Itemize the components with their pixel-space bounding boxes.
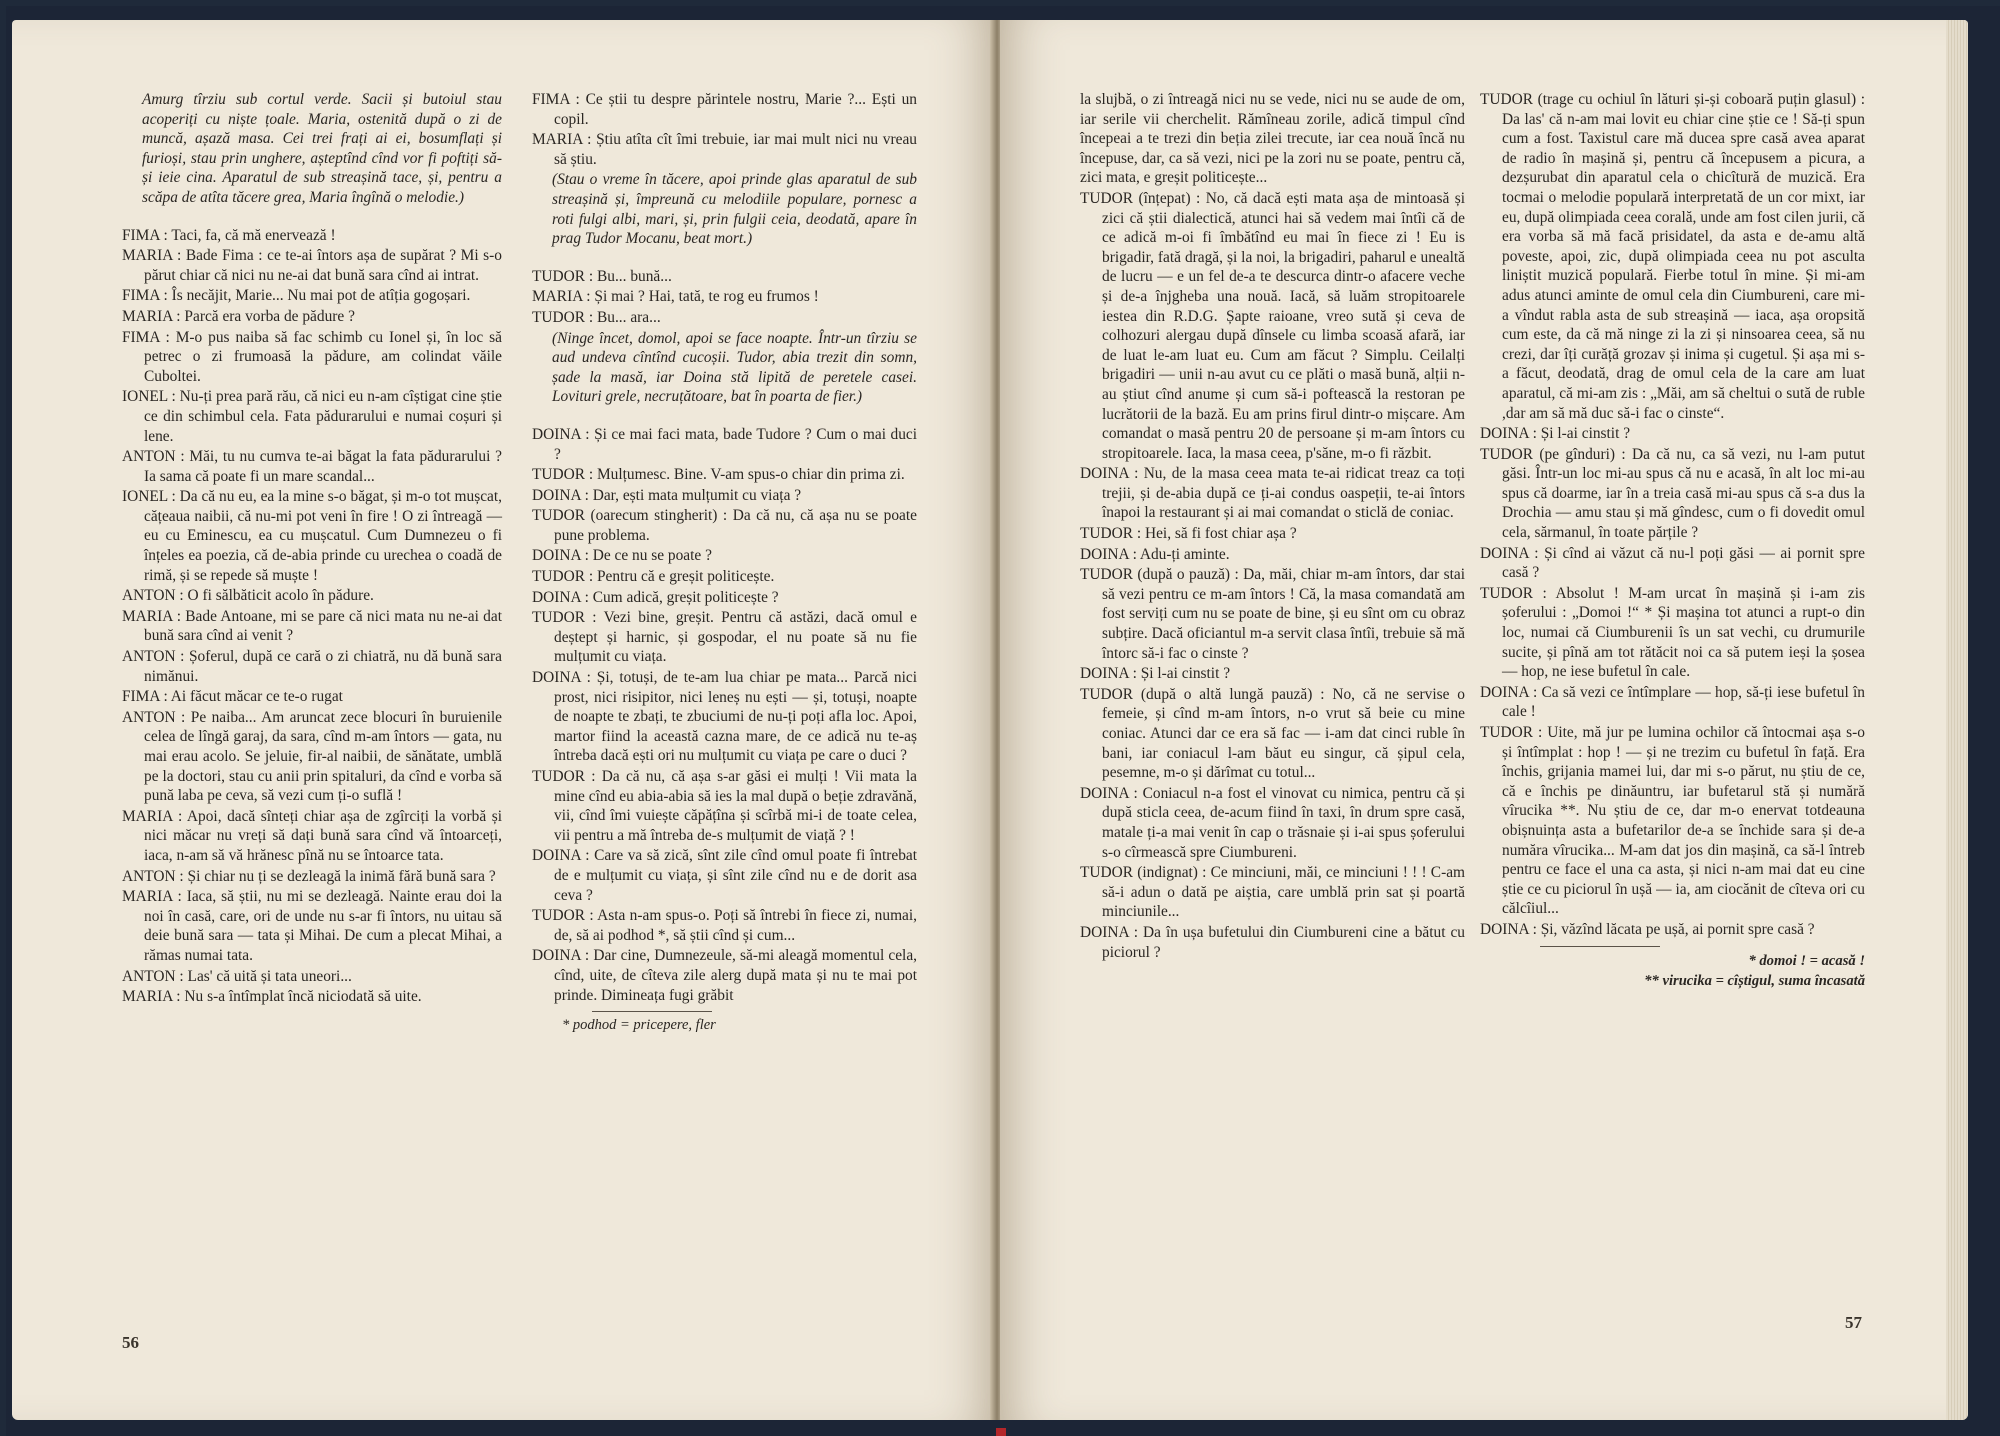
dialogue-line: DOINA : Și l-ai cinstit ? bbox=[1480, 425, 1631, 443]
dialogue-line: DOINA : Ca să vezi ce întîmplare — hop, să-ți iese bufetul în cale ! bbox=[1480, 683, 1865, 721]
dialogue-line: TUDOR : Vezi bine, greșit. Pentru că astăzi, dacă omul e deștept și harnic, și gospodar, el nu poate să nu fie mulțumit cu viața. bbox=[532, 609, 917, 666]
dialogue-line: DOINA : Nu, de la masa ceea mata te-ai ridicat treaz ca toți trejii, și de-abia după ce ți-ai condus oaspeții, te-ai întors înapoi la restaurant și ai mai comandat o sticlă de coniac. bbox=[1080, 465, 1465, 522]
right-page bbox=[1000, 20, 1968, 1420]
bookmark-ribbon bbox=[996, 1428, 1006, 1436]
stage-direction: Amurg tîrziu sub cortul verde. Sacii și butoiul stau acoperiți cu niște țoale. Maria, ostenită după o zi de muncă, așază masa. Cei trei frați ai ei, bosumflați și furioși, stau prin unghere, așteptînd cînd vor fi poftiți să-și ieie cina. Aparatul de sub streașină tace, și, pentru a scăpa de atîta tăcere grea, Maria îngînă o melodie.) bbox=[142, 91, 502, 206]
dialogue-line: TUDOR : Mulțumesc. Bine. V-am spus-o chiar din prima zi. bbox=[532, 466, 905, 484]
dialogue-line: MARIA : Bade Fima : ce te-ai întors așa de supărat ? Mi s-o părut chiar că nici nu ne-ai dat bună sara cînd ai intrat. bbox=[122, 247, 502, 284]
dialogue-line: TUDOR (pe gînduri) : Da că nu, ca să vezi, nu l-am putut găsi. Într-un loc mi-au spus că nu e acasă, în alt loc mi-au spus că doarme, iar în a treia casă mi-au spus că s-a dus la Drochia — amu stau și mă gîndesc, cum o fi dovedit omul cela, sărmanul, în toate părțile ? bbox=[1480, 445, 1865, 542]
dialogue-line: IONEL : Nu-ți prea pară rău, că nici eu n-am cîștigat cine știe ce din schimbul cela. Fata pădurarului e numai coșuri și lene. bbox=[122, 388, 502, 445]
dialogue-line: ANTON : O fi sălbăticit acolo în pădure. bbox=[122, 587, 374, 605]
stage-direction: (Stau o vreme în tăcere, apoi prinde glas aparatul de sub streașină și, împreună cu melodiile populare, pornesc a roti fulgi albi, mari, și, prin fulgii ceia, deodată, apare în prag Tudor Mocanu, beat mort.) bbox=[552, 171, 917, 248]
dialogue-line: MARIA : Și mai ? Hai, tată, te rog eu frumos ! bbox=[532, 288, 819, 306]
dialogue-line: DOINA : Da în ușa bufetului din Ciumbureni cine a bătut cu piciorul ? bbox=[1080, 923, 1465, 961]
stage-direction: (Ninge încet, domol, apoi se face noapte. Într-un tîrziu se aud undeva cîntînd cucoșii. Tudor, abia trezit din somn, șade la masă, iar Doina stă lipită de peretele casei. Lovituri grele, necruțătoare, bat în poarta de fier.) bbox=[552, 329, 917, 406]
dialogue-line: MARIA : Știu atîta cît îmi trebuie, iar mai mult nici nu vreau să știu. bbox=[532, 131, 917, 168]
page-number: 56 bbox=[122, 1333, 139, 1352]
dialogue-line: FIMA : Îs necăjit, Marie... Nu mai pot de atîția gogoșari. bbox=[122, 287, 471, 305]
dialogue-line: DOINA : Coniacul n-a fost el vinovat cu nimica, pentru că și după sticla ceea, de-acum fiind în taxi, în drum spre casă, matale ți-a mai venit în cap o trăsnaie și i-ai spus șoferului s-o cîrmească spre Ciumbureni. bbox=[1080, 784, 1465, 861]
dialogue-line: TUDOR (înțepat) : No, că dacă ești mata așa de mintoasă și zici că știi dialectică, atunci hai să vedem mai întîi că de ce adică m-oi fi îmbătînd eu mai în fiece zi ! Eu is brigadir, fată dragă, și la noi, la brigadiri, paharul e unealtă de lucru — e un fel de-a te descurca dintr-o afacere veche și de-a înjgheba una nouă. Iacă, să luăm stropitoarele iestea din R.D.G. Șapte raioane, vreo sută și ceva de colhozuri alergau după dînsele cu limba scoasă afară, iar de luat le-am luat eu. Cum am făcut ? Simplu. Ceilalți brigadiri — unii n-au avut cu ce plăti o masă bună, alții n-au știut cînd anume și cum să-i poftească la restoran pe lucrătorii de la bază. Eu am prins firul dintr-o mișcare. Am comandat o masă pentru 20 de persoane și m-am întors cu stropitoarele. Iaca, la masa ceea, p'săne, m-o fi răzbit. bbox=[1080, 189, 1465, 462]
dialogue-line: FIMA : Taci, fa, că mă enervează ! bbox=[122, 226, 336, 244]
dialogue-line: ANTON : Măi, tu nu cumva te-ai băgat la fata pădurarului ? Ia sama că poate fi un mare scandal... bbox=[122, 448, 502, 485]
dialogue-line: TUDOR (trage cu ochiul în lături și-și coboară puțin glasul) : Da las' că n-am mai lovit eu chiar cine știe ce ! Să-ți spun cum a fost. Taxistul care mă ducea spre casă avea aparat de radio în mașină și, pentru că începusem a picura, a dezșurubat din aparatul cela o chicîtură de muzică. Era tocmai o melodie populară interpretată de un cor mixt, iar eu, după olimpiada ceea corală, unde am fost cilen jurii, că era vorba să mă facă prisidatel, da asta e de-amu altă poveste, apoi, zic, după olimpiada ceea nu pot asculta liniștit muzică populară. Fierbe totul în mine. Și mi-am adus atunci aminte de omul cela din Ciumbureni, care mi-a vîndut rabla asta de sub streașină — iaca, așa oropsită cum este, da că mă ninge zi la zi și ninsoarea ceea, să nu crezi, dar îți curăță grozav și inima și cugetul. Și așa mi s-a făcut, deodată, drag de omul cela de la care am luat aparatul, că mi-am zis : „Măi, am să cheltui o sută de ruble ,dar am să mă duc să-i fac o cinste“. bbox=[1480, 91, 1865, 422]
dialogue-line: TUDOR : Uite, mă jur pe lumina ochilor că întocmai așa s-o și întîmplat : hop ! — și ne trezim cu bufetul în față. Era închis, grijania mamei lui, dar mi s-o părut, nu știu de ce, că e închis pe dinăuntru, iar bufetarul stă și numără vîrucika **. Nu știu de ce, dar m-o enervat totdeauna obișnuința asta a bufetarilor de-a se închide sara și de-a număra vîrucika... M-am dat jos din mașină, ca să-l întreb pentru ce face el una ca asta, și nici n-am mai dat eu cine știe ce cu piciorul în ușă — ia, am ciocănit de cîteva ori cu călcîiul... bbox=[1480, 724, 1865, 918]
dialogue-line: MARIA : Parcă era vorba de pădure ? bbox=[122, 307, 355, 325]
dialogue-line: FIMA : Ai făcut măcar ce te-o rugat bbox=[122, 688, 343, 706]
page-number: 57 bbox=[1845, 1313, 1862, 1332]
dialogue-line: MARIA : Nu s-a întîmplat încă niciodată să uite. bbox=[122, 988, 422, 1006]
footnote-rule bbox=[592, 1011, 712, 1012]
right-page-column-2 bbox=[1480, 90, 1865, 991]
dialogue-line: IONEL : Da că nu eu, ea la mine s-o băgat, și m-o tot mușcat, cățeaua naibii, că nu-mi pot veni în fire ! O zi întreagă — eu cu Eminescu, ea cu mușcatul. Cum Dumnezeu o fi înțeles ea poezia, că de-abia prinde cu urechea o coadă de rimă, și se repede să muște ! bbox=[122, 488, 502, 584]
dialogue-line: TUDOR (după o altă lungă pauză) : No, că ne servise o femeie, și cînd m-am întors, n-o vrut să beie cu mine coniac. Atunci dar ce era să fac — i-am dat cinci ruble în bani, iar coniacul l-am băut eu singur, că șipul cela, pesemne, m-o și dărîmat cu totul... bbox=[1080, 685, 1465, 782]
dialogue-line: ANTON : Pe naiba... Am aruncat zece blocuri în buruienile celea de lîngă garaj, da sara, cînd m-am întors — gata, nu mai erau acolo. Se jeluie, fir-al naibii, de sănătate, umblă pe la doctori, stau cu anii prin spitaluri, da cînd e vorba să pună laba pe ceva, să vezi cum ți-o suflă ! bbox=[122, 708, 502, 805]
dialogue-line: DOINA : Cum adică, greșit politicește ? bbox=[532, 588, 779, 606]
dialogue-line: DOINA : Dar cine, Dumnezeule, să-mi aleagă momentul cela, cînd, uite, de cîteva zile alerg după mata și nu te mai pot prinde. Dimineața fugi grăbit bbox=[532, 947, 917, 1004]
dialogue-line: DOINA : Care va să zică, sînt zile cînd omul poate fi întrebat de e mulțumit cu viața, și sînt zile cînd nu e de dorit asa ceva ? bbox=[532, 847, 917, 904]
dialogue-line: MARIA : Apoi, dacă sînteți chiar așa de zgîrciți la vorbă și nici măcar nu vreți să dați bună sara cînd vă întoarceți, iaca, n-am să vă hrănesc pînă nu se întoarce tata. bbox=[122, 807, 502, 864]
footnote: ** virucika = cîștigul, suma încasată bbox=[1644, 972, 1865, 989]
footnote: * podhod = pricepere, fler bbox=[562, 1017, 716, 1034]
dialogue-line: DOINA : Adu-ți aminte. bbox=[1080, 545, 1230, 563]
dialogue-line: FIMA : Ce știi tu despre părintele nostru, Marie ?... Ești un copil. bbox=[532, 91, 917, 128]
dialogue-line: DOINA : Și l-ai cinstit ? bbox=[1080, 665, 1231, 683]
dialogue-line: TUDOR (indignat) : Ce minciuni, măi, ce minciuni ! ! ! C-am să-i adun o dată pe aiștia, care umblă prin sat și poartă minciunile... bbox=[1080, 864, 1465, 921]
footnote-rule bbox=[1540, 946, 1660, 947]
dialogue-line: DOINA : Și, văzînd lăcata pe ușă, ai pornit spre casă ? bbox=[1480, 920, 1815, 938]
dialogue-line: TUDOR : Da că nu, că așa s-ar găsi ei mulți ! Vii mata la mine cînd eu abia-abia să ies la mal după o beție zdravănă, vii, cînd îmi vuiește căpățîna și scîrbă mi-i de toate celea, vii pentru a mă întreba de-s mulțumit de viață ? ! bbox=[532, 768, 917, 844]
dialogue-line: FIMA : M-o pus naiba să fac schimb cu Ionel și, în loc să petrec o zi frumoasă la pădure, am colindat văile Cuboltei. bbox=[122, 328, 502, 385]
dialogue-line: DOINA : Dar, ești mata mulțumit cu viața ? bbox=[532, 486, 802, 504]
dialogue-line: TUDOR : Pentru că e greșit politicește. bbox=[532, 568, 775, 586]
dialogue-line: DOINA : De ce nu se poate ? bbox=[532, 547, 712, 565]
dialogue-line: MARIA : Iaca, să știi, nu mi se dezleagă. Nainte erau doi la noi în casă, care, ori de unde nu s-ar fi întors, nu uitau să deie bună sara — tata și Mihai. De cum a plecat Mihai, a rămas numai tata. bbox=[122, 888, 502, 964]
dialogue-line: TUDOR : Bu... ara... bbox=[532, 308, 661, 326]
left-page bbox=[12, 20, 994, 1420]
dialogue-line: TUDOR (oarecum stingherit) : Da că nu, că așa nu se poate pune problema. bbox=[532, 507, 917, 544]
dialogue-line: DOINA : Și cînd ai văzut că nu-l poți găsi — ai pornit spre casă ? bbox=[1480, 544, 1865, 582]
dialogue-line: ANTON : Șoferul, după ce cară o zi chiatră, nu dă bună sara nimănui. bbox=[122, 648, 502, 685]
dialogue-line: DOINA : Și ce mai faci mata, bade Tudore ? Cum o mai duci ? bbox=[532, 425, 917, 463]
dialogue-line: TUDOR (după o pauză) : Da, măi, chiar m-am întors, dar stai să vezi pentru ce m-am întors ! Că, la masa comandată am fost serviți cum nu se poate de bine, și eu sînt om cu obraz subțire. Dacă oficiantul m-a servit clasa întîi, trebuie să mă întorc să-i fac o cinste ? bbox=[1080, 566, 1465, 662]
dialogue-line: TUDOR : Asta n-am spus-o. Poți să întrebi în fiece zi, numai, de, să ai podhod *, să știi cînd și cum... bbox=[532, 907, 917, 944]
left-page-column-2 bbox=[532, 90, 917, 1035]
footnote: * domoi ! = acasă ! bbox=[1748, 952, 1865, 969]
dialogue-line: ANTON : Las' că uită și tata uneori... bbox=[122, 967, 352, 985]
dialogue-line: ANTON : Și chiar nu ți se dezleagă la inimă fără bună sara ? bbox=[122, 867, 496, 885]
dialogue-line: MARIA : Bade Antoane, mi se pare că nici mata nu ne-ai dat bună sara cînd ai venit ? bbox=[122, 607, 502, 645]
dialogue-line: TUDOR : Bu... bună... bbox=[532, 267, 672, 285]
dialogue-line: TUDOR : Absolut ! M-am urcat în mașină și i-am zis șoferului : „Domoi !“ * Și mașina tot atunci a rupt-o din loc, numai că Ciumburenii îs un sat vechi, cu drumurile sucite, și pînă am tot rătăcit noi ca să putem ieși la șosea — hop, ne iese bufetul în cale. bbox=[1480, 584, 1865, 681]
dialogue-continuation: la slujbă, o zi întreagă nici nu se vede, nici nu se aude de om, iar serile vii cherchelit. Rămîneau zorile, adică timpul cînd începeai a te trezi din beția zilei trecute, iar cea nouă încă nu începuse, dar, ca să vezi, nici pe la zori nu se poate, pentru că, zici mata, e greșit politicește... bbox=[1080, 91, 1465, 187]
dialogue-line: DOINA : Și, totuși, de te-am lua chiar pe mata... Parcă nici prost, nici risipitor, nici leneș nu ești — și, totuși, noapte de noapte te zbați, te zbuciumi de nu-ți poți afla loc. Apoi, martor fiind la această cazna mare, de ce adică nu te-aș întreba dacă ești ori nu mulțumit cu viața pe care o duci ? bbox=[532, 669, 917, 765]
left-page-column-1 bbox=[122, 90, 502, 1008]
right-page-column-1 bbox=[1080, 90, 1465, 963]
dialogue-line: TUDOR : Hei, să fi fost chiar așa ? bbox=[1080, 525, 1297, 543]
